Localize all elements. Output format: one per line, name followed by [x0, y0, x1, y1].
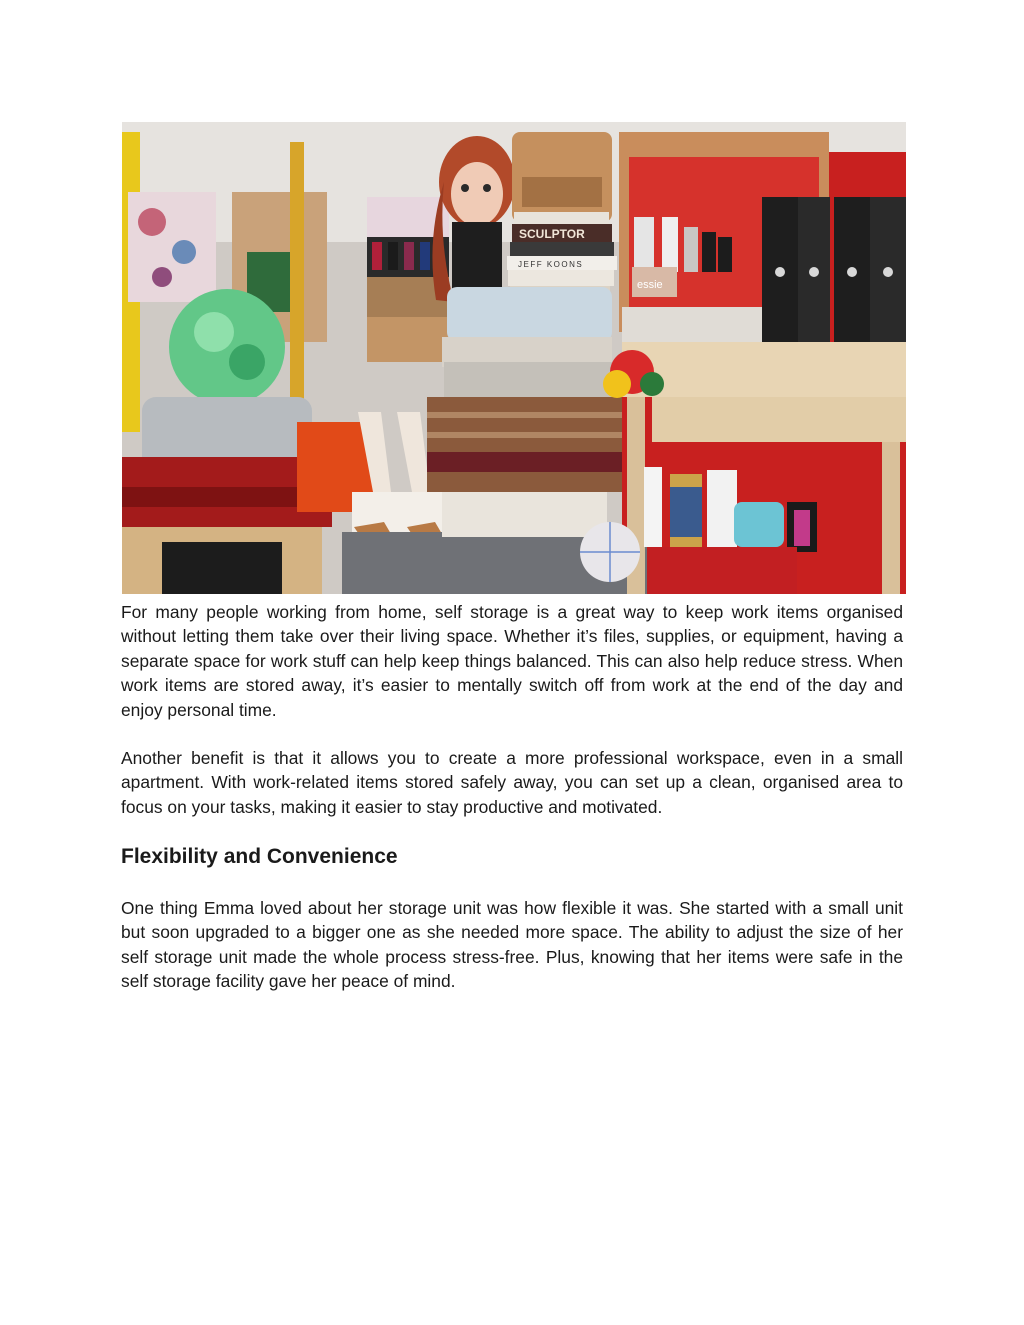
clutter-photo [122, 122, 906, 594]
section-heading: Flexibility and Convenience [121, 845, 398, 868]
book-spine-sculptor: SCULPTOR [519, 227, 585, 241]
book-spine-jeff-koons: JEFF KOONS [518, 260, 584, 269]
essie-label: essie [637, 279, 663, 291]
paragraph-emma-flexibility: One thing Emma loved about her storage unit was how flexible it was. She started with a small unit but soon upgraded to a bigger one as she needed more space. The ability to adjust the size of her self storage unit made the whole process stress-free. Plus, knowing that her items were safe in the self storage facility gave her peace of mind. [121, 898, 903, 992]
clutter-photo-illustration [122, 122, 906, 594]
paragraph-work-from-home: For many people working from home, self storage is a great way to keep work items organised without letting them take over their living space. Whether it’s files, supplies, or equipment, having a separate space for work stuff can help keep things balanced. This can also help reduce stress. When work items are stored away, it’s easier to mentally switch off from work at the end of the day and enjoy personal time. [121, 602, 903, 720]
paragraph-professional-workspace: Another benefit is that it allows you to create a more professional workspace, even in a small apartment. With work-related items stored safely away, you can set up a clean, organised area to focus on your tasks, making it easier to stay productive and motivated. [121, 748, 903, 817]
